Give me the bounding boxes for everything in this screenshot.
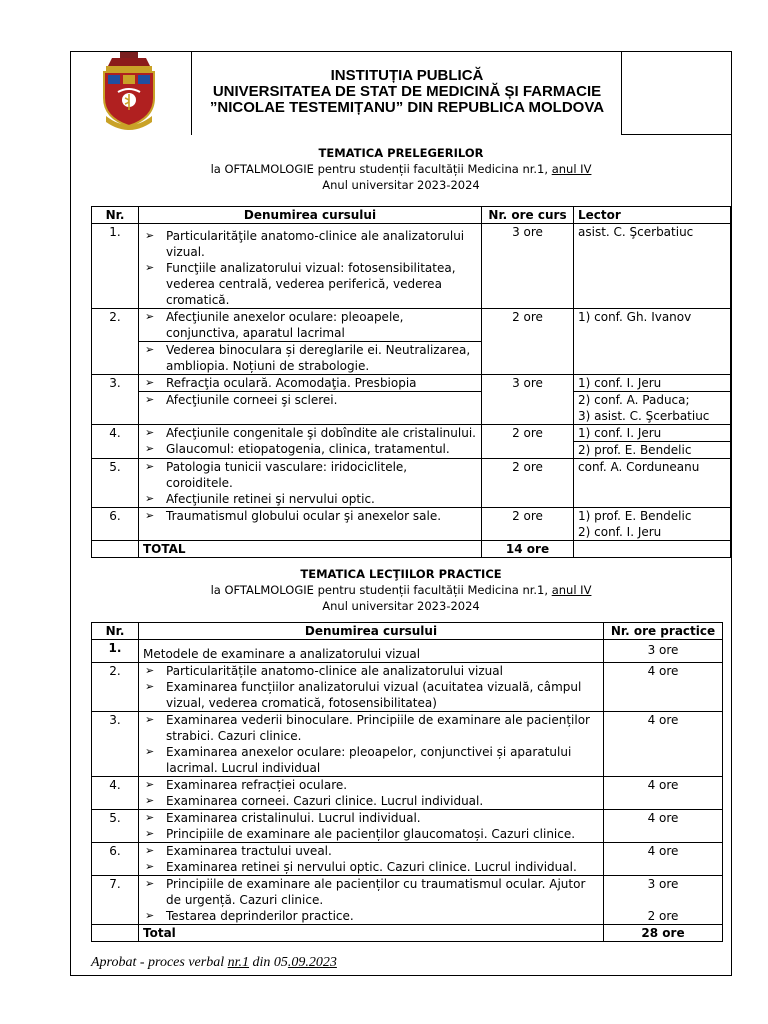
row-topic [139, 392, 482, 425]
list-item: ➢ Afecţiunile congenitale şi dobîndite ale cristalinului. [143, 425, 477, 441]
approval-mid: din 05 [249, 955, 288, 970]
row-hours: 4 ore [604, 663, 723, 712]
list-item: ➢ Testarea deprinderilor practice. [143, 908, 599, 924]
row-hours: 2 ore [482, 425, 574, 459]
list-item: ➢ Funcţiile analizatorului vizual: fotosensibilitatea, vederea centrală, vederea periferică, vederea cromatică. [143, 260, 477, 308]
list-item: ➢ Particularităţile anatomo-clinice ale analizatorului vizual. [143, 228, 477, 260]
table-row [92, 876, 723, 925]
table-row [92, 309, 731, 342]
row-hours: 3 ore [482, 375, 574, 425]
row-nr: 5. [92, 810, 139, 843]
row-nr: 4. [92, 425, 139, 459]
approval-date: .09.2023 [287, 955, 337, 970]
row-hours: 2 ore [482, 508, 574, 541]
row-lector: conf. A. Corduneanu [574, 459, 731, 508]
institution-line-1: INSTITUȚIA PUBLICĂ [330, 67, 484, 84]
row-topics [139, 843, 604, 876]
institution-title [192, 51, 622, 135]
row-lector [574, 392, 731, 425]
lectures-subtitle-year: anul IV [551, 162, 592, 176]
row-nr: 3. [92, 375, 139, 425]
row-nr: 3. [92, 712, 139, 777]
row-nr: 4. [92, 777, 139, 810]
list-item: ➢ Vederea binoculara și dereglarile ei. Neutralizarea, ambliopia. Noțiuni de strabologie. [143, 342, 477, 374]
lectures-table [91, 206, 731, 558]
list-item: ➢ Examinarea refracției oculare. [143, 777, 599, 793]
hours-line: 2 ore [647, 909, 679, 923]
lectures-subtitle-text: la OFTALMOLOGIE pentru studenții facultății Medicina nr.1, [210, 162, 552, 176]
university-crest-icon [100, 52, 158, 132]
table-row [92, 224, 731, 309]
table-header-row [92, 623, 723, 640]
lectures-title: TEMATICA PRELEGERILOR [318, 146, 484, 160]
lectures-academic-year: Anul universitar 2023-2024 [322, 178, 480, 192]
approval-nr: nr.1 [227, 955, 250, 970]
table-row [92, 640, 723, 663]
row-topic [139, 342, 482, 375]
total-label: Total [139, 925, 604, 942]
row-nr: 6. [92, 843, 139, 876]
logo-cell [70, 51, 192, 135]
row-topics [139, 663, 604, 712]
lectures-subtitle [70, 161, 732, 177]
row-topic [139, 375, 482, 392]
list-item: ➢ Examinarea funcțiilor analizatorului vizual (acuitatea vizuală, câmpul vizual, vederea cromatică, fotosensibilitatea) [143, 679, 599, 711]
list-item: ➢ Examinarea corneei. Cazuri clinice. Lucrul individual. [143, 793, 599, 809]
col-lector: Lector [574, 207, 731, 224]
table-row [92, 810, 723, 843]
row-nr: 7. [92, 876, 139, 925]
table-row [92, 459, 731, 508]
lectures-heading [70, 145, 732, 193]
row-nr: 2. [92, 309, 139, 375]
row-hours: 3 ore [482, 224, 574, 309]
row-hours: 2 ore [482, 309, 574, 375]
row-hours: 4 ore [604, 777, 723, 810]
total-empty [92, 925, 139, 942]
row-hours [604, 876, 723, 925]
hours-spacer [608, 892, 718, 908]
col-course: Denumirea cursului [139, 623, 604, 640]
practicals-title: TEMATICA LECŢIILOR PRACTICE [300, 567, 502, 581]
table-row [92, 663, 723, 712]
lector-line: 2) conf. I. Jeru [578, 525, 662, 539]
practicals-table [91, 622, 723, 942]
row-topics [139, 712, 604, 777]
table-row [92, 843, 723, 876]
row-topics [139, 810, 604, 843]
practicals-heading [70, 566, 732, 614]
total-row [92, 925, 723, 942]
list-item: ➢ Afecţiunile retinei şi nervului optic. [143, 491, 477, 507]
total-hours: 14 ore [482, 541, 574, 558]
row-lector: 1) conf. Gh. Ivanov [574, 309, 731, 375]
total-lector-empty [574, 541, 731, 558]
lector-line: 3) asist. C. Şcerbatiuc [578, 409, 710, 423]
total-label: TOTAL [139, 541, 482, 558]
document-header [70, 51, 732, 135]
row-nr: 1. [92, 224, 139, 309]
row-topics [139, 459, 482, 508]
col-nr: Nr. [92, 623, 139, 640]
total-row [92, 541, 731, 558]
practicals-subtitle [70, 582, 732, 598]
lector-line: 2) conf. A. Paduca; [578, 393, 690, 407]
row-lector: asist. C. Şcerbatiuc [574, 224, 731, 309]
row-topics [139, 425, 482, 459]
practicals-subtitle-text: la OFTALMOLOGIE pentru studenții facultății Medicina nr.1, [210, 583, 552, 597]
col-nr: Nr. [92, 207, 139, 224]
row-topics [139, 876, 604, 925]
lector-line: 1) prof. E. Bendelic [578, 509, 692, 523]
institution-line-3: ”NICOLAE TESTEMIȚANU” DIN REPUBLICA MOLDOVA [209, 99, 605, 116]
list-item: ➢ Afecţiunile anexelor oculare: pleoapele, conjunctiva, aparatul lacrimal [143, 309, 477, 341]
list-item: ➢ Examinarea vederii binoculare. Principiile de examinare ale pacienților strabici. Cazuri clinice. [143, 712, 599, 744]
hours-line: 3 ore [647, 877, 679, 891]
table-row [92, 392, 731, 425]
row-lector: 1) conf. I. Jeru [574, 425, 731, 442]
row-hours: 4 ore [604, 810, 723, 843]
list-item: ➢ Refracţia oculară. Acomodaţia. Presbiopia [143, 375, 477, 391]
row-topics [139, 777, 604, 810]
col-hours: Nr. ore practice [604, 623, 723, 640]
total-empty [92, 541, 139, 558]
table-row [92, 375, 731, 392]
row-lector: 2) prof. E. Bendelic [574, 442, 731, 459]
table-row [92, 777, 723, 810]
table-row [92, 425, 731, 442]
col-hours: Nr. ore curs [482, 207, 574, 224]
table-header-row [92, 207, 731, 224]
list-item: ➢ Examinarea anexelor oculare: pleoapelor, conjunctivei și aparatului lacrimal. Lucrul individual [143, 744, 599, 776]
list-item: ➢ Particularitățile anatomo-clinice ale analizatorului vizual [143, 663, 599, 679]
col-course: Denumirea cursului [139, 207, 482, 224]
table-row [92, 712, 723, 777]
row-hours: 3 ore [604, 640, 723, 663]
row-nr: 6. [92, 508, 139, 541]
row-lector: 1) conf. I. Jeru [574, 375, 731, 392]
row-nr: 5. [92, 459, 139, 508]
list-item: ➢ Examinarea cristalinului. Lucrul individual. [143, 810, 599, 826]
list-item: ➢ Examinarea retinei și nervului optic. Cazuri clinice. Lucrul individual. [143, 859, 599, 875]
row-hours: 4 ore [604, 712, 723, 777]
approval-prefix: Aprobat - proces verbal [91, 955, 228, 970]
row-topics [139, 224, 482, 309]
practicals-academic-year: Anul universitar 2023-2024 [322, 599, 480, 613]
total-hours: 28 ore [604, 925, 723, 942]
list-item: ➢ Principiile de examinare ale pacienților glaucomatoși. Cazuri clinice. [143, 826, 599, 842]
row-hours: 4 ore [604, 843, 723, 876]
list-item: ➢ Examinarea tractului uveal. [143, 843, 599, 859]
row-lector [574, 508, 731, 541]
row-topics [139, 508, 482, 541]
list-item: ➢ Principiile de examinare ale pacienților cu traumatismul ocular. Ajutor de urgență. Cazuri clinice. [143, 876, 599, 908]
header-empty-cell [621, 51, 732, 135]
row-topic [139, 309, 482, 342]
list-item: ➢ Glaucomul: etiopatogenia, clinica, tratamentul. [143, 441, 477, 457]
list-item: ➢ Afecţiunile corneei şi sclerei. [143, 392, 477, 408]
institution-line-2: UNIVERSITATEA DE STAT DE MEDICINĂ ȘI FARMACIE [212, 83, 602, 100]
list-item: ➢ Traumatismul globului ocular şi anexelor sale. [143, 508, 477, 524]
table-row [92, 508, 731, 541]
row-nr: 2. [92, 663, 139, 712]
row-nr: 1. [92, 640, 139, 663]
list-item: ➢ Patologia tunicii vasculare: iridociclitele, coroiditele. [143, 459, 477, 491]
practicals-subtitle-year: anul IV [551, 583, 592, 597]
row-hours: 2 ore [482, 459, 574, 508]
approval-note [91, 955, 337, 971]
row-topic: Metodele de examinare a analizatorului vizual [139, 640, 604, 663]
